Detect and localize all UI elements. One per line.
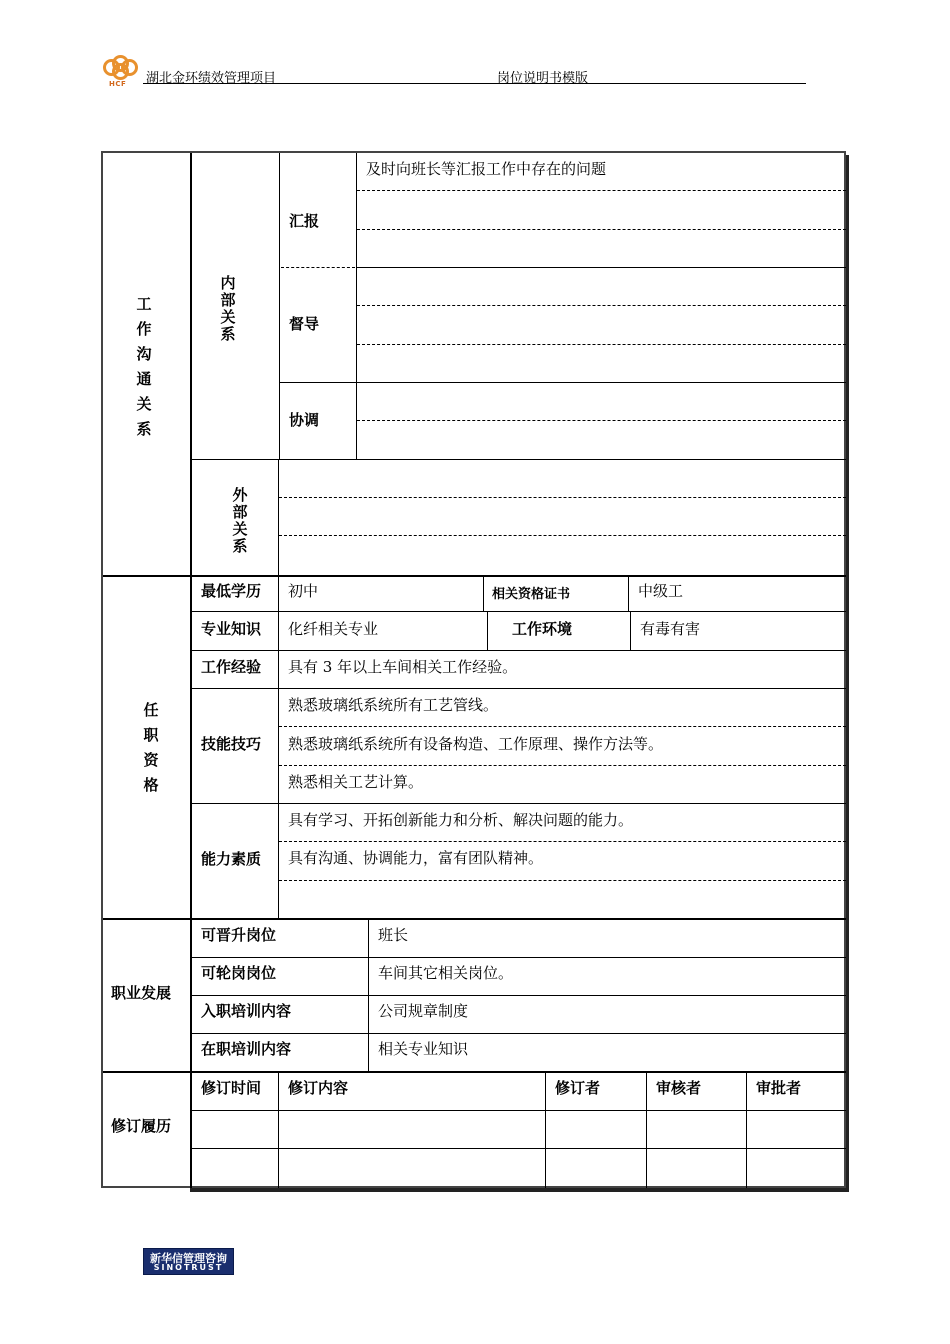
external-relations-label: 外部关系: [232, 486, 248, 555]
divider: [279, 153, 280, 459]
section-qualifications-title: 任职资格: [143, 701, 159, 794]
divider: [279, 497, 846, 498]
divider: [281, 267, 355, 268]
report-label: 汇报: [289, 212, 320, 230]
divider: [646, 1073, 647, 1188]
divider: [630, 612, 631, 650]
divider: [278, 1073, 279, 1188]
divider: [103, 1071, 846, 1073]
divider: [545, 1073, 546, 1188]
divider: [103, 575, 846, 577]
divider: [103, 918, 846, 920]
logo-text: HCF: [109, 80, 127, 88]
skill-item: 熟悉玻璃纸系统所有设备构造、工作原理、操作方法等。: [288, 735, 664, 753]
skill-item: 熟悉相关工艺计算。: [288, 773, 424, 791]
footer-brand-en: SINOTRUST: [153, 1263, 224, 1272]
revision-header-reviewer: 审核者: [656, 1079, 702, 1097]
divider: [279, 880, 846, 881]
coordinate-label: 协调: [289, 411, 320, 429]
career-row-label: 入职培训内容: [201, 1002, 292, 1020]
divider: [279, 841, 846, 842]
ability-item: 具有沟通、协调能力，富有团队精神。: [288, 849, 544, 867]
revision-header-content: 修订内容: [288, 1079, 349, 1097]
divider: [483, 576, 484, 611]
divider: [280, 382, 846, 383]
career-row-label: 可轮岗岗位: [201, 964, 277, 982]
revision-header-approver: 审批者: [756, 1079, 802, 1097]
sinotrust-logo: [143, 1248, 234, 1275]
career-row-value: 公司规章制度: [378, 1002, 469, 1020]
hcf-logo: [101, 55, 137, 91]
divider: [279, 726, 846, 727]
internal-relations-label: 内部关系: [220, 274, 236, 343]
footer-brand-cn: 新华信管理咨询: [150, 1252, 227, 1265]
environment-value: 有毒有害: [640, 620, 701, 638]
divider: [746, 1073, 747, 1188]
revision-header-time: 修订时间: [201, 1079, 262, 1097]
ability-item: 具有学习、开拓创新能力和分析、解决问题的能力。: [288, 811, 634, 829]
divider: [357, 420, 846, 421]
divider: [191, 1110, 846, 1111]
divider: [357, 305, 846, 306]
divider: [357, 344, 846, 345]
career-row-value: 班长: [378, 926, 409, 944]
knowledge-value: 化纤相关专业: [288, 620, 379, 638]
logo-ring-icon: [112, 63, 129, 80]
table-shadow-right: [846, 155, 849, 1192]
header-project: 湖北金环绩效管理项目: [146, 71, 277, 86]
divider: [191, 803, 846, 804]
experience-value: 具有 3 年以上车间相关工作经验。: [288, 658, 518, 676]
education-value: 初中: [288, 582, 319, 600]
divider: [279, 535, 846, 536]
divider: [357, 229, 846, 230]
divider: [279, 765, 846, 766]
divider: [191, 1148, 846, 1149]
divider: [357, 267, 846, 268]
certificate-value: 中级工: [638, 582, 684, 600]
divider: [191, 995, 846, 996]
table-shadow-bottom: [190, 1188, 849, 1192]
divider: [191, 1033, 846, 1034]
divider: [191, 650, 846, 651]
report-line-1: 及时向班长等汇报工作中存在的问题: [366, 160, 607, 178]
divider: [628, 576, 629, 611]
section-communication-title: 工作沟通关系: [136, 295, 152, 438]
divider: [191, 459, 846, 460]
career-row-value: 相关专业知识: [378, 1040, 469, 1058]
divider: [278, 459, 279, 575]
divider: [356, 153, 357, 459]
career-row-label: 可晋升岗位: [201, 926, 277, 944]
divider: [487, 612, 488, 650]
career-row-label: 在职培训内容: [201, 1040, 292, 1058]
divider: [191, 688, 846, 689]
abilities-label: 能力素质: [201, 850, 262, 868]
knowledge-label: 专业知识: [201, 620, 262, 638]
supervise-label: 督导: [289, 315, 320, 333]
experience-label: 工作经验: [201, 658, 262, 676]
certificate-label: 相关资格证书: [492, 587, 571, 602]
divider: [191, 611, 846, 612]
environment-label: 工作环境: [512, 620, 573, 638]
section-revision-title: 修订履历: [111, 1117, 172, 1135]
section-career-title: 职业发展: [111, 984, 172, 1002]
divider: [357, 190, 846, 191]
divider: [278, 576, 279, 918]
header-doc-type: 岗位说明书模版: [497, 71, 589, 86]
skills-label: 技能技巧: [201, 735, 262, 753]
career-row-value: 车间其它相关岗位。: [378, 964, 514, 982]
revision-header-reviser: 修订者: [555, 1079, 601, 1097]
header-rule: [143, 83, 806, 84]
education-label: 最低学历: [201, 582, 262, 600]
skill-item: 熟悉玻璃纸系统所有工艺管线。: [288, 696, 499, 714]
divider: [191, 957, 846, 958]
